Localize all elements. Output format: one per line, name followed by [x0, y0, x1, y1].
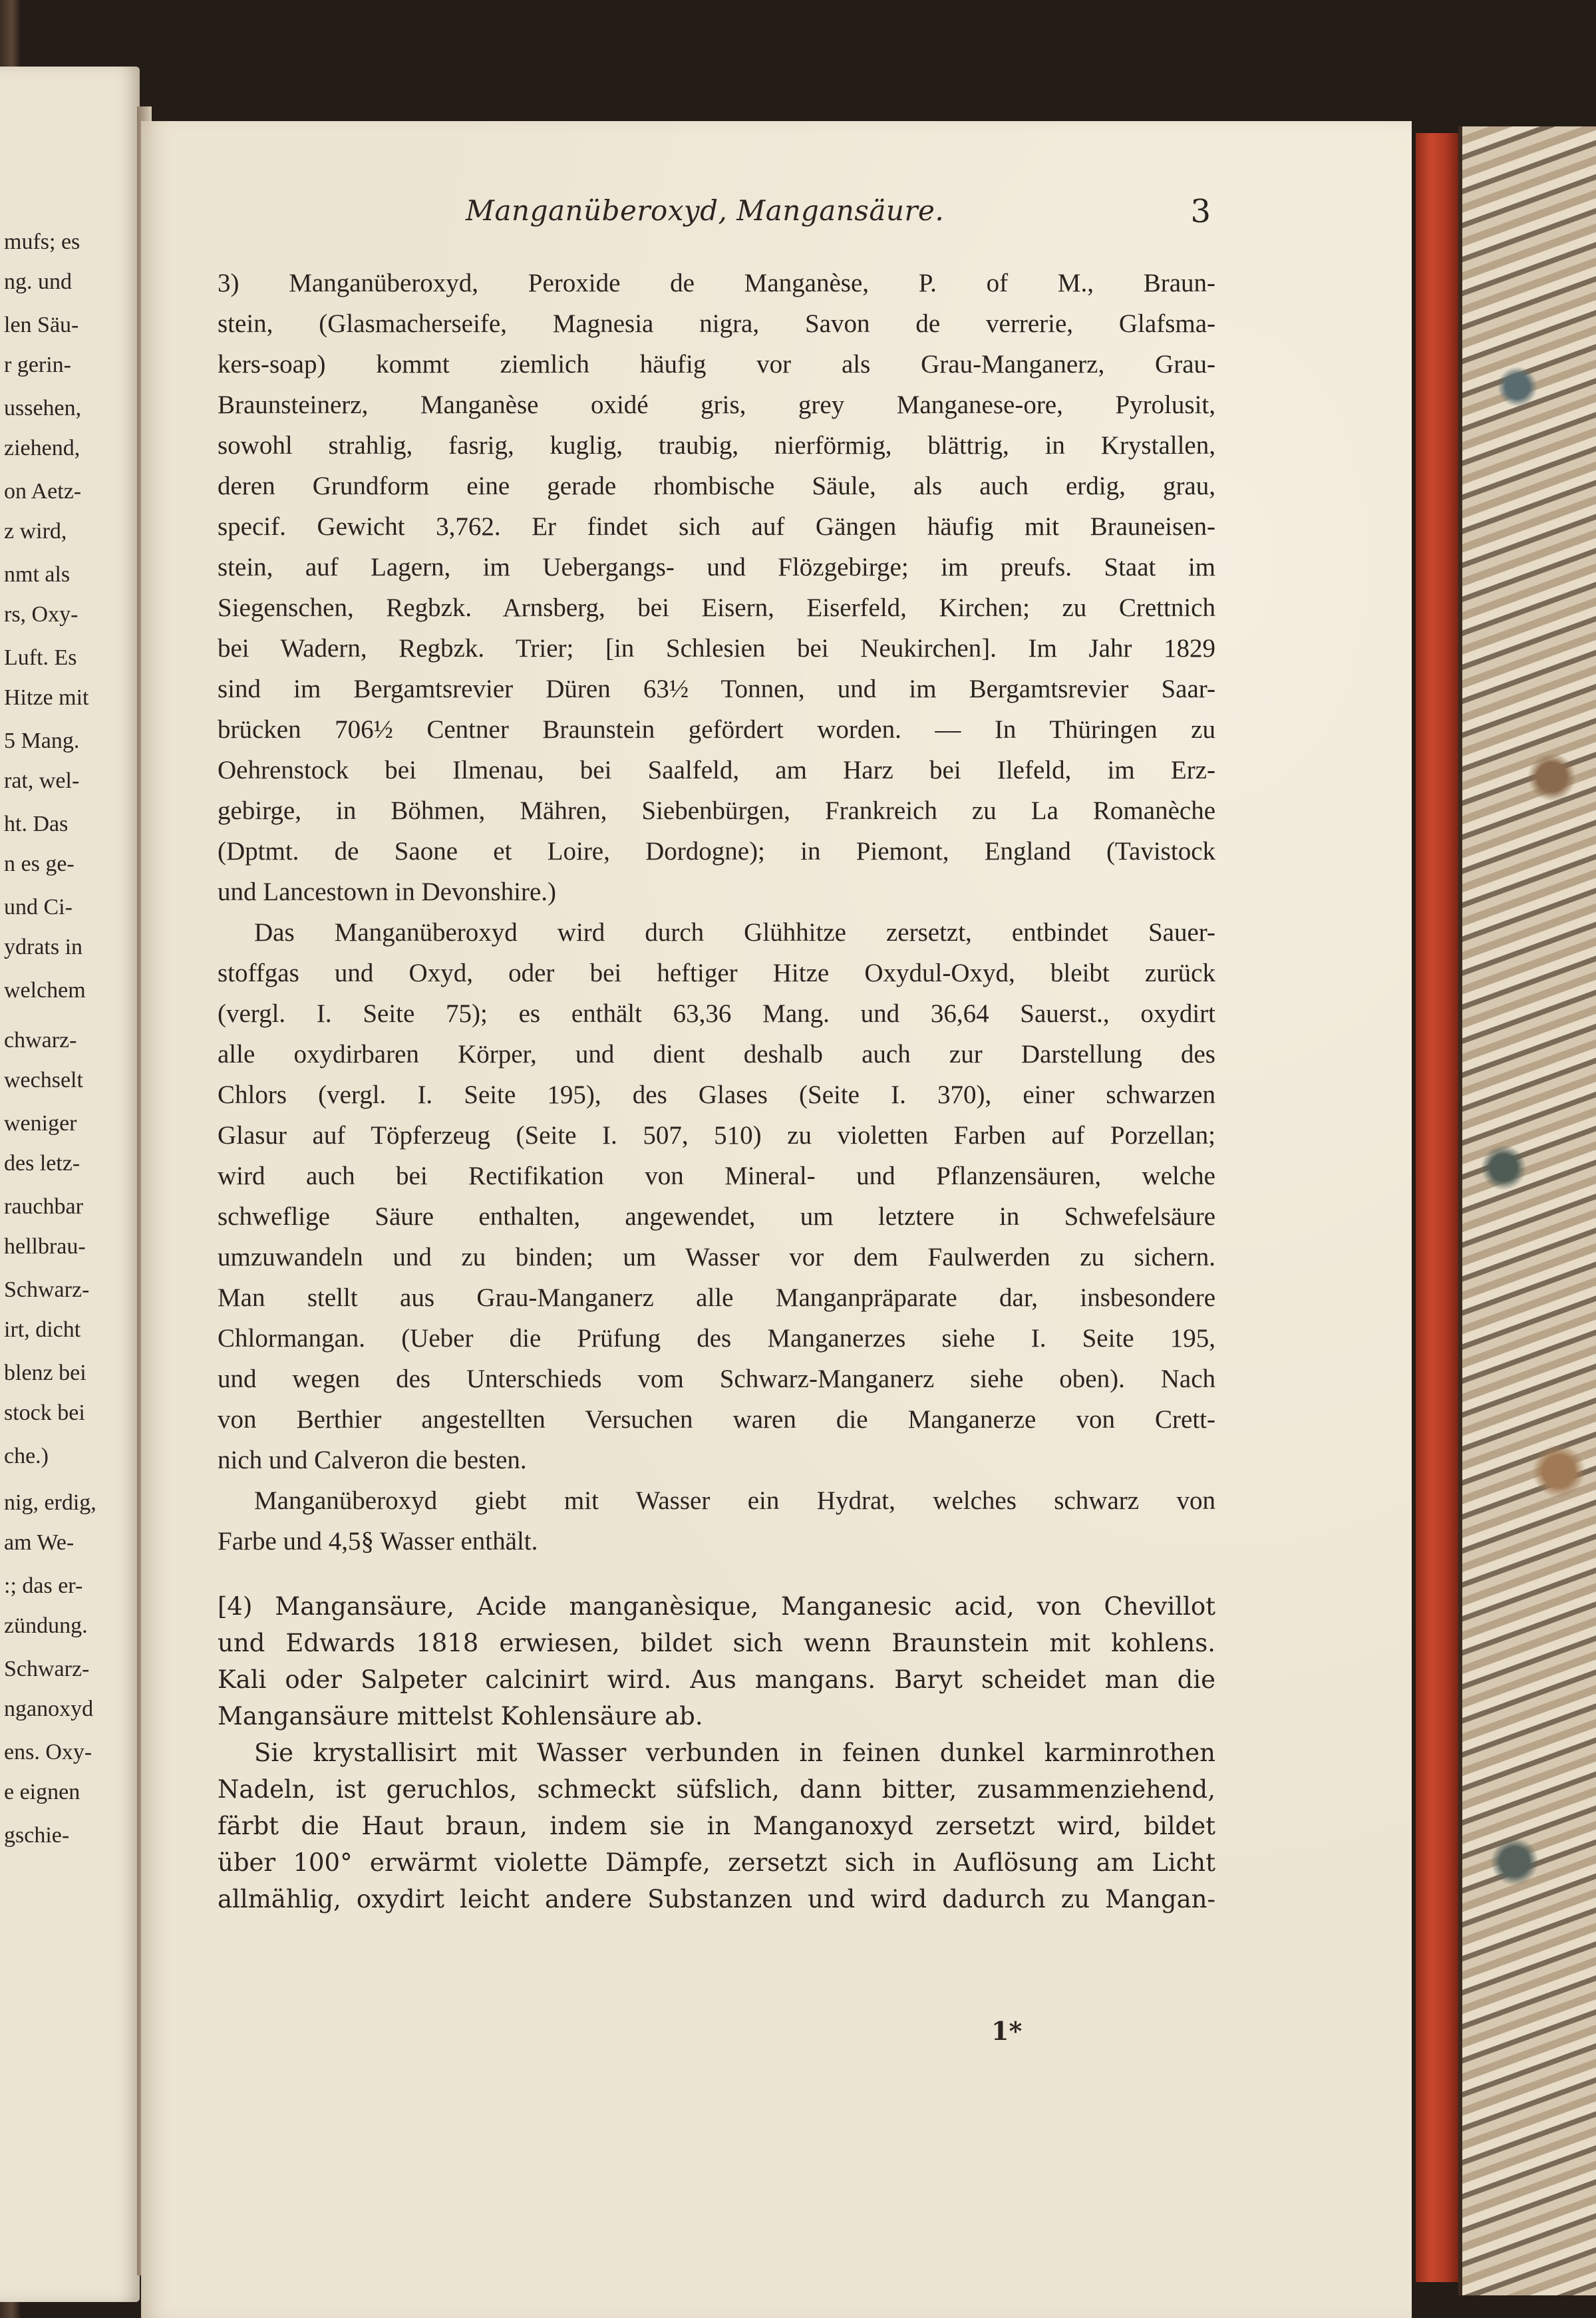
left-page-text-fragment: gschie- — [4, 1823, 70, 1848]
left-page-text-fragment: rauchbar — [4, 1194, 83, 1219]
small-text-line: färbt die Haut braun, indem sie in Manganoxyd zersetzt wird, bildet — [218, 1812, 1215, 1840]
text-line: specif. Gewicht 3,762. Er findet sich auf Gängen häufig mit Brauneisen- — [218, 512, 1215, 541]
left-page-text-fragment: zündung. — [4, 1613, 88, 1638]
small-text-line: über 100° erwärmt violette Dämpfe, zersetzt sich in Auflösung am Licht — [218, 1848, 1215, 1877]
body-text — [218, 263, 1215, 1917]
text-line: von Berthier angestellten Versuchen waren die Manganerze von Crett- — [218, 1405, 1215, 1434]
left-page-text-fragment: :; das er- — [4, 1573, 83, 1598]
left-page-text-fragment: on Aetz- — [4, 479, 82, 504]
text-line: Das Manganüberoxyd wird durch Glühhitze zersetzt, entbindet Sauer- — [254, 918, 1215, 947]
left-page-text-fragment: mufs; es — [4, 230, 80, 254]
left-page-text-fragment: che.) — [4, 1444, 49, 1468]
small-text-line: [4) Mangansäure, Acide manganèsique, Manganesic acid, von Chevillot — [218, 1592, 1215, 1621]
left-page-text-fragment: n es ge- — [4, 852, 75, 876]
marbled-cover-edge — [1458, 126, 1596, 2295]
small-text-line: Sie krystallisirt mit Wasser verbunden in feinen dunkel karminrothen — [254, 1738, 1215, 1767]
text-line: deren Grundform eine gerade rhombische Säule, als auch erdig, grau, — [218, 472, 1215, 500]
text-line: (Dptmt. de Saone et Loire, Dordogne); in Piemont, England (Tavistock — [218, 837, 1215, 866]
text-line: Chlors (vergl. I. Seite 195), des Glases (Seite I. 370), einer schwarzen — [218, 1080, 1215, 1109]
left-page-text-fragment: wechselt — [4, 1068, 83, 1092]
left-page-text-fragment: Hitze mit — [4, 685, 89, 710]
left-page-text-fragment: stock bei — [4, 1401, 85, 1425]
left-page-text-fragment: nganoxyd — [4, 1697, 94, 1721]
left-page-text-fragment: des letz- — [4, 1151, 80, 1176]
text-line: sind im Bergamtsrevier Düren 63½ Tonnen, und im Bergamtsrevier Saar- — [218, 675, 1215, 703]
text-line: wird auch bei Rectifikation von Mineral- und Pflanzensäuren, welche — [218, 1162, 1215, 1190]
small-text-line: und Edwards 1818 erwiesen, bildet sich wenn Braunstein mit kohlens. — [218, 1629, 1215, 1657]
text-line: stein, auf Lagern, im Uebergangs- und Flözgebirge; im preufs. Staat im — [218, 553, 1215, 581]
small-text-line: Nadeln, ist geruchlos, schmeckt süfslich, dann bitter, zusammenziehend, — [218, 1775, 1215, 1804]
text-line: Man stellt aus Grau-Manganerz alle Manganpräparate dar, insbesondere — [218, 1283, 1215, 1312]
left-page-text-fragment: ziehend, — [4, 436, 80, 460]
left-page-text-fragment: Schwarz- — [4, 1277, 90, 1302]
text-line: Oehrenstock bei Ilmenau, bei Saalfeld, am Harz bei Ilefeld, im Erz- — [218, 756, 1215, 784]
text-line: 3) Manganüberoxyd, Peroxide de Manganèse, P. of M., Braun- — [218, 269, 1215, 297]
running-header — [466, 194, 1211, 241]
text-line: und wegen des Unterschieds vom Schwarz-Manganerz siehe oben). Nach — [218, 1365, 1215, 1393]
left-page-text-fragment: irt, dicht — [4, 1317, 81, 1342]
running-title: Manganüberoxyd, Mangansäure. — [466, 194, 945, 227]
text-line: alle oxydirbaren Körper, und dient deshalb auch zur Darstellung des — [218, 1040, 1215, 1069]
left-page-edge — [0, 67, 140, 2302]
text-line: stein, (Glasmacherseife, Magnesia nigra, Savon de verrerie, Glafsma- — [218, 309, 1215, 338]
left-page-text-fragment: und Ci- — [4, 895, 73, 919]
text-line: kers-soap) kommt ziemlich häufig vor als Grau-Manganerz, Grau- — [218, 350, 1215, 379]
left-page-text-fragment: hellbrau- — [4, 1234, 86, 1259]
text-line: bei Wadern, Regbzk. Trier; [in Schlesien bei Neukirchen]. Im Jahr 1829 — [218, 634, 1215, 663]
signature-mark: 1* — [991, 2016, 1023, 2046]
left-page-text-fragment: len Säu- — [4, 313, 79, 337]
text-line: und Lancestown in Devonshire.) — [218, 878, 557, 906]
small-text-line: Kali oder Salpeter calcinirt wird. Aus mangans. Baryt scheidet man die — [218, 1665, 1215, 1694]
text-line: Braunsteinerz, Manganèse oxidé gris, grey Manganese-ore, Pyrolusit, — [218, 391, 1215, 419]
left-page-text-fragment: welchem — [4, 978, 86, 1003]
text-line: gebirge, in Böhmen, Mähren, Siebenbürgen, Frankreich zu La Romanèche — [218, 796, 1215, 825]
text-line: Glasur auf Töpferzeug (Seite I. 507, 510) zu violetten Farben auf Porzellan; — [218, 1121, 1215, 1150]
text-line: schweflige Säure enthalten, angewendet, um letztere in Schwefelsäure — [218, 1202, 1215, 1231]
left-page-text-fragment: ydrats in — [4, 935, 83, 959]
left-page-text-fragment: rs, Oxy- — [4, 602, 79, 627]
text-line: (vergl. I. Seite 75); es enthält 63,36 Mang. und 36,64 Sauerst., oxydirt — [218, 999, 1215, 1028]
text-line: Farbe und 4,5§ Wasser enthält. — [218, 1527, 538, 1556]
left-page-text-fragment: am We- — [4, 1530, 75, 1555]
left-page-text-fragment: 5 Mang. — [4, 729, 80, 753]
text-line: umzuwandeln und zu binden; um Wasser vor dem Faulwerden zu sichern. — [218, 1243, 1215, 1271]
text-line: brücken 706½ Centner Braunstein gefördert worden. — In Thüringen zu — [218, 715, 1215, 744]
left-page-text-fragment: e eignen — [4, 1780, 80, 1804]
left-page-text-fragment: chwarz- — [4, 1028, 77, 1053]
left-page-text-fragment: ussehen, — [4, 396, 82, 420]
left-page-text-fragment: r gerin- — [4, 353, 72, 377]
left-page-text-fragment: z wird, — [4, 519, 67, 544]
left-page-text-fragment: Luft. Es — [4, 645, 77, 670]
text-line: nich und Calveron die besten. — [218, 1446, 527, 1474]
text-line: Manganüberoxyd giebt mit Wasser ein Hydrat, welches schwarz von — [254, 1486, 1215, 1515]
left-page-text-fragment: blenz bei — [4, 1361, 86, 1385]
left-page-text-fragment: nig, erdig, — [4, 1490, 96, 1515]
left-page-text-fragment: rat, wel- — [4, 768, 80, 793]
text-line: Chlormangan. (Ueber die Prüfung des Manganerzes siehe I. Seite 195, — [218, 1324, 1215, 1353]
left-page-text-fragment: ens. Oxy- — [4, 1740, 92, 1764]
text-line: stoffgas und Oxyd, oder bei heftiger Hitze Oxydul-Oxyd, bleibt zurück — [218, 959, 1215, 987]
small-text-line: Mangansäure mittelst Kohlensäure ab. — [218, 1702, 703, 1731]
small-text-line: allmählig, oxydirt leicht andere Substanzen und wird dadurch zu Mangan- — [218, 1885, 1215, 1913]
left-page-text-fragment: Schwarz- — [4, 1657, 90, 1681]
page-number: 3 — [1190, 193, 1211, 230]
left-page-text-fragment: nmt als — [4, 562, 71, 587]
left-page-text-fragment: weniger — [4, 1111, 77, 1136]
left-page-text-fragment: ng. und — [4, 269, 72, 294]
red-page-edges — [1416, 133, 1458, 2282]
text-line: Siegenschen, Regbzk. Arnsberg, bei Eisern, Eiserfeld, Kirchen; zu Crettnich — [218, 593, 1215, 622]
left-page-text-fragment: ht. Das — [4, 812, 69, 836]
text-line: sowohl strahlig, fasrig, kuglig, traubig, nierförmig, blättrig, in Krystallen, — [218, 431, 1215, 460]
